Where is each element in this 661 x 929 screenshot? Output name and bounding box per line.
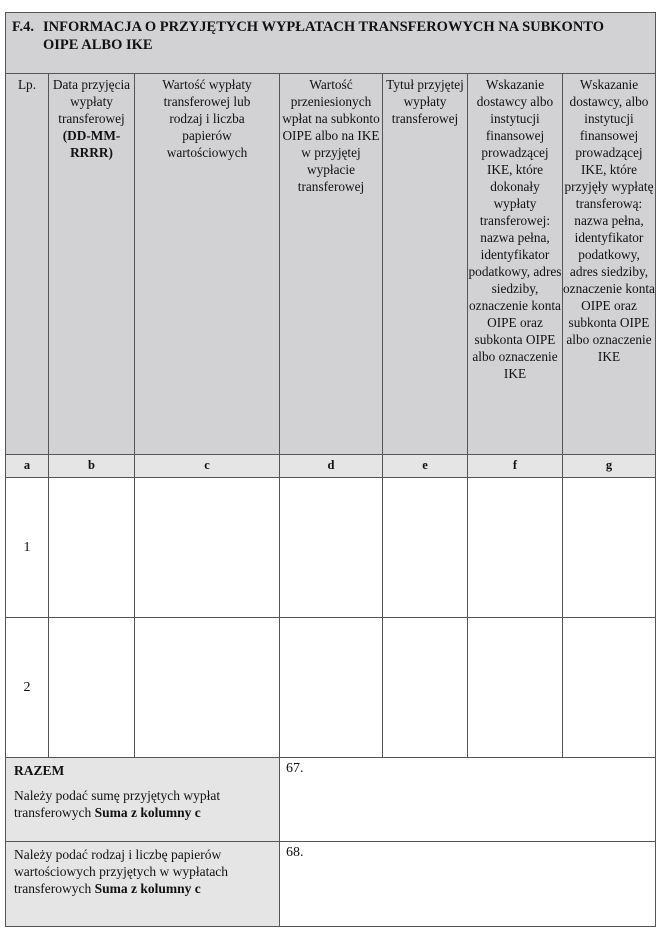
total-instruction-bold: Suma z kolumny c xyxy=(94,805,201,820)
column-header-value xyxy=(135,74,280,455)
transferred-value-field[interactable] xyxy=(280,618,383,758)
column-header-lp xyxy=(6,74,49,455)
date-format-hint: (DD-MM-RRRR) xyxy=(62,128,121,160)
header-text: Wartość przeniesionych wpłat na subkonto OIPE albo na IKE w przyjętej wypłacie transferowej xyxy=(282,77,380,194)
section-f4-form xyxy=(5,12,655,927)
total-instruction-bold: Suma z kolumny c xyxy=(94,881,201,896)
header-text: Wskazanie dostawcy albo instytucji finansowej prowadzącej IKE, które dokonały wypłaty transferowej: nazwa pełna, identyfikator podatkowy, adres siedziby, oznaczenie konta OIPE oraz subkonta OIPE albo oznaczenie IKE xyxy=(468,77,562,381)
title-field[interactable] xyxy=(383,478,468,618)
field-number: 67. xyxy=(286,761,304,776)
header-text: Lp. xyxy=(17,77,37,92)
source-provider-field[interactable] xyxy=(468,618,563,758)
transferred-value-field[interactable] xyxy=(280,478,383,618)
header-text: Tytuł przyjętej wypłaty transferowej xyxy=(386,77,464,126)
column-letter: g xyxy=(563,455,656,478)
date-field[interactable] xyxy=(49,618,135,758)
title-field[interactable] xyxy=(383,618,468,758)
section-title xyxy=(6,13,656,74)
header-text: Wskazanie dostawcy, albo instytucji finansowej prowadzącej IKE, które przyjęły wypłatę transferową: nazwa pełna, identyfikator podatkowy, adres siedziby, oznaczenie konta OIPE oraz subkonta OIPE albo oznaczenie IKE xyxy=(563,77,655,364)
total-row-securities xyxy=(6,842,656,927)
column-letter: c xyxy=(135,455,280,478)
column-header-title xyxy=(383,74,468,455)
column-header-date xyxy=(49,74,135,455)
field-number: 68. xyxy=(286,845,304,860)
transfer-payments-table xyxy=(5,12,656,927)
total-securities-label xyxy=(6,842,280,927)
total-instruction: Należy podać sumę przyjętych wypłat transferowych xyxy=(14,788,221,820)
header-text: Wartość wypłaty transferowej lub rodzaj i liczba papierów wartościowych xyxy=(162,77,252,160)
column-header-transferred-value xyxy=(280,74,383,455)
row-number: 2 xyxy=(6,618,49,758)
table-row xyxy=(6,618,656,758)
source-provider-field[interactable] xyxy=(468,478,563,618)
date-field[interactable] xyxy=(49,478,135,618)
total-heading: RAZEM xyxy=(14,763,65,778)
total-row-sum xyxy=(6,758,656,842)
header-text: Data przyjęcia wypłaty transferowej xyxy=(52,77,131,126)
target-provider-field[interactable] xyxy=(563,618,656,758)
column-letter: d xyxy=(280,455,383,478)
column-letters-row xyxy=(6,455,656,478)
total-instruction: Należy podać rodzaj i liczbę papierów wartościowych przyjętych w wypłatach transferowych xyxy=(14,847,229,896)
total-sum-label xyxy=(6,758,280,842)
field-67[interactable] xyxy=(280,758,656,842)
column-letter: e xyxy=(383,455,468,478)
value-field[interactable] xyxy=(135,478,280,618)
section-number: F.4. xyxy=(12,19,35,35)
section-title-text: INFORMACJA O PRZYJĘTYCH WYPŁATACH TRANSFEROWYCH NA SUBKONTO OIPE ALBO IKE xyxy=(43,19,604,53)
target-provider-field[interactable] xyxy=(563,478,656,618)
column-header-source-provider xyxy=(468,74,563,455)
column-letter: a xyxy=(6,455,49,478)
column-header-target-provider xyxy=(563,74,656,455)
row-number: 1 xyxy=(6,478,49,618)
table-row xyxy=(6,478,656,618)
column-letter: f xyxy=(468,455,563,478)
column-letter: b xyxy=(49,455,135,478)
value-field[interactable] xyxy=(135,618,280,758)
field-68[interactable] xyxy=(280,842,656,927)
